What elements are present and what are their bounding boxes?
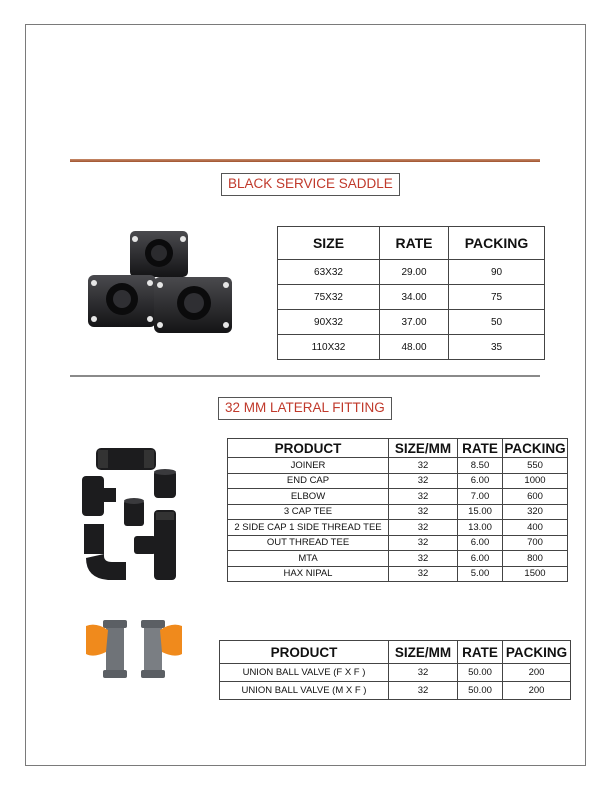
cell-size: 32 — [389, 473, 458, 489]
cell-size: 32 — [389, 520, 458, 536]
cell-packing: 50 — [449, 310, 545, 335]
cell-rate: 8.50 — [458, 458, 503, 474]
union-ball-valve-photo — [84, 616, 184, 684]
table-row — [220, 682, 571, 700]
table-row — [228, 566, 568, 582]
cell-rate: 5.00 — [458, 566, 503, 582]
valve-price-table — [219, 640, 571, 700]
cell-size: 32 — [389, 535, 458, 551]
header-packing: PACKING — [449, 227, 545, 260]
cell-packing: 400 — [503, 520, 568, 536]
table-row — [228, 504, 568, 520]
cell-rate: 50.00 — [458, 664, 503, 682]
cell-packing: 550 — [503, 458, 568, 474]
cell-size: 32 — [389, 551, 458, 567]
cell-size: 32 — [389, 664, 458, 682]
header-size: SIZE/MM — [389, 641, 458, 664]
lateral-fittings-photo — [74, 440, 184, 590]
cell-product: 2 SIDE CAP 1 SIDE THREAD TEE — [228, 520, 389, 536]
section-title-lateral: 32 MM LATERAL FITTING — [218, 397, 392, 420]
cell-rate: 37.00 — [380, 310, 449, 335]
table-row — [278, 260, 545, 285]
cell-product: UNION BALL VALVE (M X F ) — [220, 682, 389, 700]
cell-rate: 6.00 — [458, 535, 503, 551]
cell-rate: 15.00 — [458, 504, 503, 520]
cell-product: UNION BALL VALVE (F X F ) — [220, 664, 389, 682]
table-header-row — [228, 439, 568, 458]
table-row — [278, 285, 545, 310]
table-header-row — [278, 227, 545, 260]
cell-product: OUT THREAD TEE — [228, 535, 389, 551]
table-row — [228, 535, 568, 551]
cell-packing: 600 — [503, 489, 568, 505]
cell-product: MTA — [228, 551, 389, 567]
table-row — [228, 489, 568, 505]
header-rate: RATE — [380, 227, 449, 260]
cell-product: 3 CAP TEE — [228, 504, 389, 520]
table-row — [220, 664, 571, 682]
cell-size: 32 — [389, 489, 458, 505]
cell-packing: 1500 — [503, 566, 568, 582]
cell-size: 75X32 — [278, 285, 380, 310]
cell-packing: 1000 — [503, 473, 568, 489]
cell-rate: 48.00 — [380, 335, 449, 360]
black-service-saddle-photo — [82, 229, 237, 339]
header-rate: RATE — [458, 641, 503, 664]
cell-packing: 800 — [503, 551, 568, 567]
middle-divider — [70, 375, 540, 377]
cell-rate: 29.00 — [380, 260, 449, 285]
cell-rate: 6.00 — [458, 551, 503, 567]
cell-size: 32 — [389, 682, 458, 700]
table-row — [278, 335, 545, 360]
cell-packing: 90 — [449, 260, 545, 285]
cell-size: 32 — [389, 458, 458, 474]
cell-product: ELBOW — [228, 489, 389, 505]
header-rate: RATE — [458, 439, 503, 458]
cell-product: HAX NIPAL — [228, 566, 389, 582]
cell-packing: 200 — [503, 664, 571, 682]
cell-rate: 6.00 — [458, 473, 503, 489]
saddle-price-table — [277, 226, 545, 360]
cell-size: 90X32 — [278, 310, 380, 335]
cell-rate: 34.00 — [380, 285, 449, 310]
table-row — [228, 473, 568, 489]
lateral-price-table — [227, 438, 568, 582]
cell-product: JOINER — [228, 458, 389, 474]
cell-packing: 200 — [503, 682, 571, 700]
cell-rate: 7.00 — [458, 489, 503, 505]
header-packing: PACKING — [504, 440, 566, 456]
cell-product: END CAP — [228, 473, 389, 489]
cell-rate: 50.00 — [458, 682, 503, 700]
header-size: SIZE — [278, 227, 380, 260]
header-product: PRODUCT — [228, 439, 389, 458]
cell-packing: 700 — [503, 535, 568, 551]
table-row — [228, 458, 568, 474]
table-row — [228, 520, 568, 536]
cell-rate: 13.00 — [458, 520, 503, 536]
section-title-saddle: BLACK SERVICE SADDLE — [221, 173, 400, 196]
table-header-row — [220, 641, 571, 664]
cell-size: 63X32 — [278, 260, 380, 285]
header-size: SIZE/MM — [389, 439, 458, 458]
cell-size: 110X32 — [278, 335, 380, 360]
cell-packing: 320 — [503, 504, 568, 520]
top-divider — [70, 159, 540, 162]
cell-size: 32 — [389, 504, 458, 520]
header-product: PRODUCT — [220, 641, 389, 664]
header-packing: PACKING — [503, 641, 571, 664]
cell-size: 32 — [389, 566, 458, 582]
cell-packing: 75 — [449, 285, 545, 310]
cell-packing: 35 — [449, 335, 545, 360]
table-row — [278, 310, 545, 335]
table-row — [228, 551, 568, 567]
